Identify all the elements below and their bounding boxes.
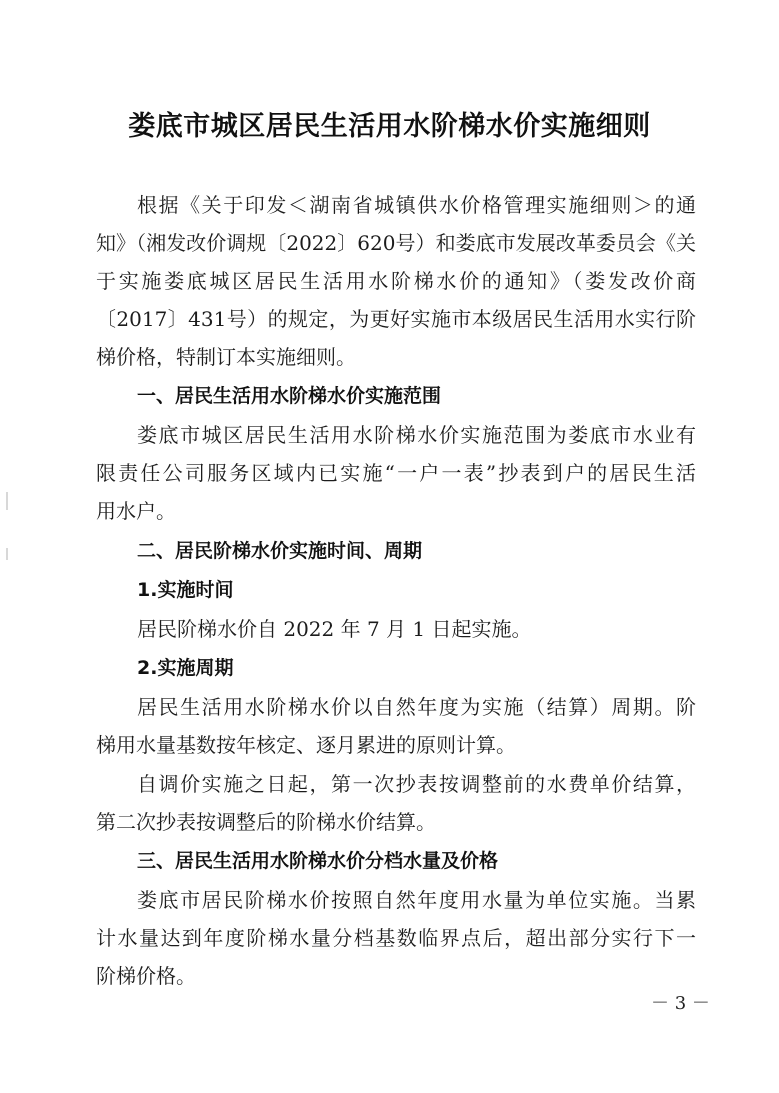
paragraph-line: 计水量达到年度阶梯水量分档基数临界点后，超出部分实行下一 — [96, 926, 696, 950]
scan-edge-mark — [6, 548, 8, 560]
page-number: － 3 － — [651, 993, 710, 1014]
section-heading-2: 二、居民阶梯水价实施时间、周期 — [137, 540, 423, 562]
section-heading-3: 三、居民生活用水阶梯水价分档水量及价格 — [137, 850, 499, 872]
section-heading-1: 一、居民生活用水阶梯水价实施范围 — [137, 385, 442, 407]
paragraph-line: 梯用水量基数按年核定、逐月累进的原则计算。 — [96, 733, 516, 757]
paragraph-line: 限责任公司服务区域内已实施“一户一表”抄表到户的居民生活 — [96, 461, 696, 485]
subsection-heading-1: 1.实施时间 — [137, 579, 234, 601]
paragraph-line: 梯价格，特制订本实施细则。 — [96, 345, 356, 369]
scan-edge-mark — [6, 492, 8, 510]
paragraph-line: 居民阶梯水价自 2022 年 7 月 1 日起实施。 — [137, 617, 532, 641]
paragraph-line: 阶梯价格。 — [96, 964, 196, 988]
paragraph-line: 根据《关于印发＜湖南省城镇供水价格管理实施细则＞的通 — [137, 193, 696, 217]
paragraph-line: 自调价实施之日起，第一次抄表按调整前的水费单价结算， — [137, 772, 696, 796]
paragraph-line: 知》（湘发改价调规〔2022〕620号）和娄底市发展改革委员会《关 — [96, 231, 696, 255]
paragraph-line: 于实施娄底城区居民生活用水阶梯水价的通知》（娄发改价商 — [96, 269, 696, 293]
paragraph-line: 娄底市居民阶梯水价按照自然年度用水量为单位实施。当累 — [137, 888, 696, 912]
paragraph-line: 居民生活用水阶梯水价以自然年度为实施（结算）周期。阶 — [137, 695, 696, 719]
paragraph-line: 第二次抄表按调整后的阶梯水价结算。 — [96, 810, 436, 834]
paragraph-line: 〔2017〕431号）的规定，为更好实施市本级居民生活用水实行阶 — [96, 307, 696, 331]
paragraph-line: 用水户。 — [96, 499, 176, 523]
document-title: 娄底市城区居民生活用水阶梯水价实施细则 — [128, 111, 651, 142]
paragraph-line: 娄底市城区居民生活用水阶梯水价实施范围为娄底市水业有 — [137, 423, 696, 447]
subsection-heading-2: 2.实施周期 — [137, 657, 234, 679]
